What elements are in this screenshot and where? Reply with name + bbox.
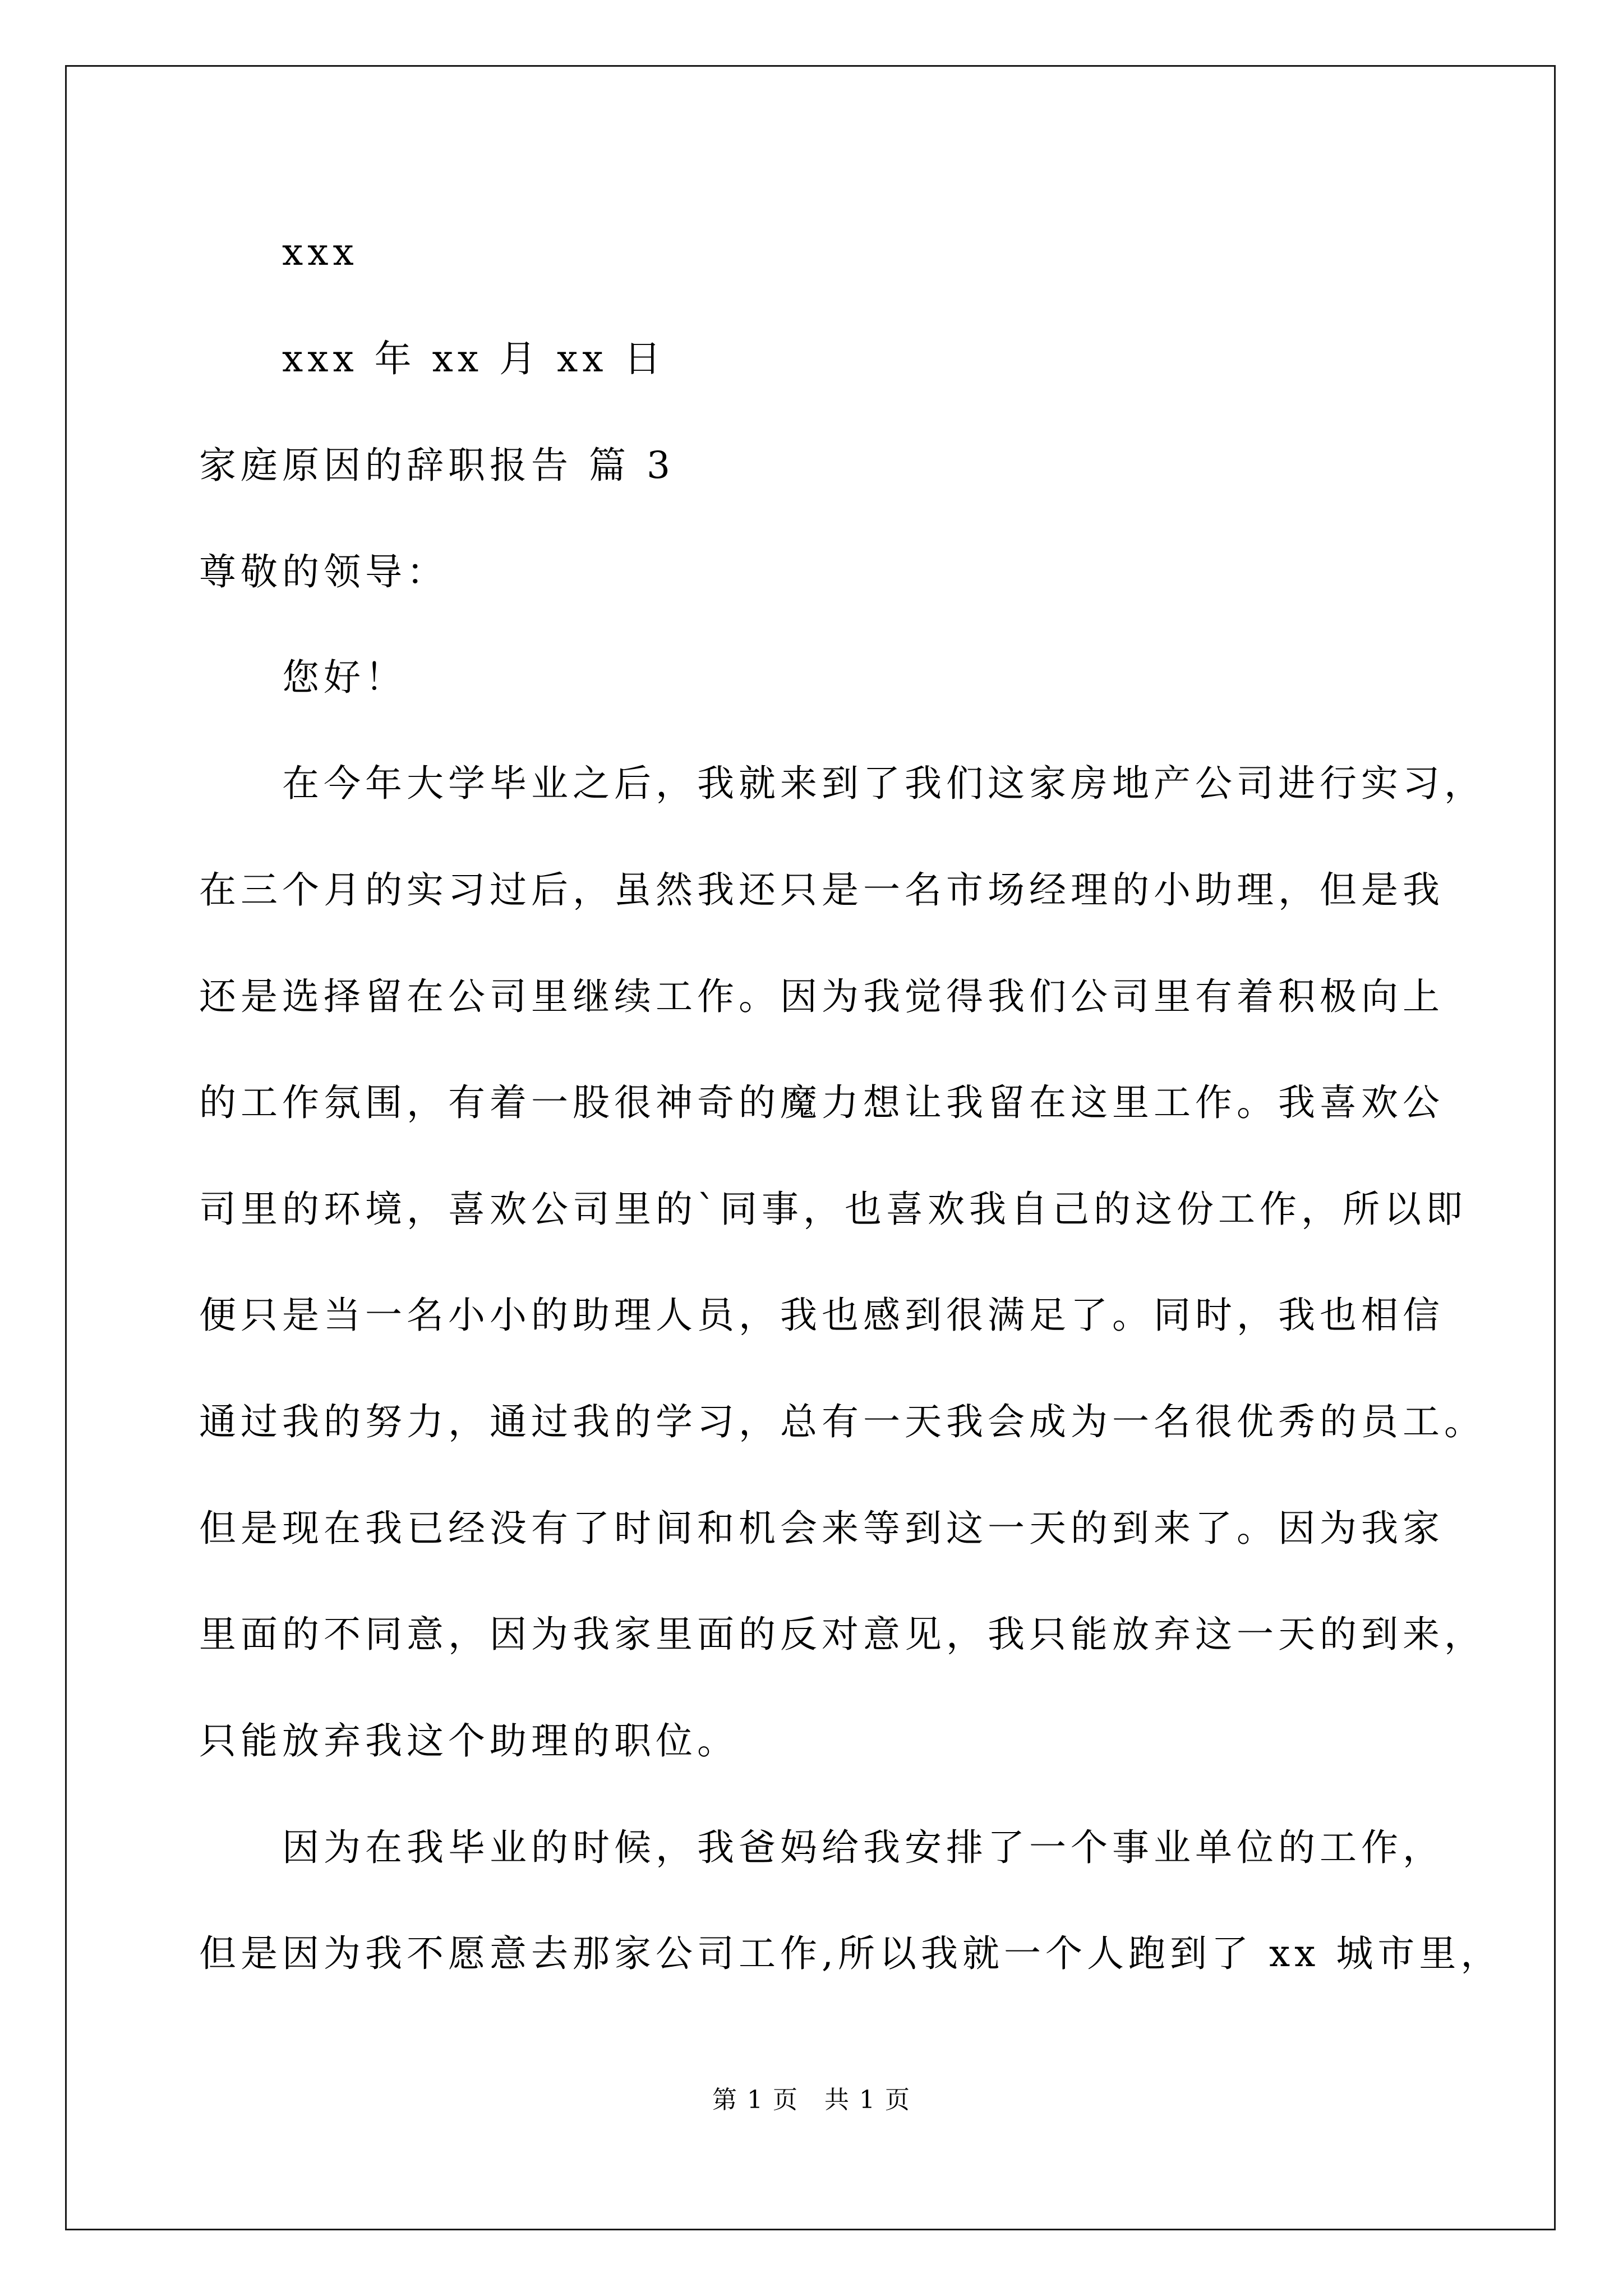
page-frame — [65, 65, 1556, 2230]
section-heading: 家庭原因的辞职报告 篇 3 — [199, 444, 675, 487]
body-line: 但是因为我不愿意去那家公司工作,所以我就一个人跑到了 xx 城市里， — [199, 1932, 1502, 1975]
body-line: 便只是当一名小小的助理人员，我也感到很满足了。同时，我也相信 — [199, 1294, 1444, 1337]
greeting: 您好！ — [282, 656, 407, 699]
salutation: 尊敬的领导： — [199, 550, 448, 593]
body-line: 还是选择留在公司里继续工作。因为我觉得我们公司里有着积极向上 — [199, 975, 1444, 1018]
body-line: 的工作氛围，有着一股很神奇的魔力想让我留在这里工作。我喜欢公 — [199, 1081, 1444, 1124]
body-line: 只能放弃我这个助理的职位。 — [199, 1719, 739, 1763]
signature-date: xxx 年 xx 月 xx 日 — [282, 337, 666, 380]
body-line: 里面的不同意，因为我家里面的反对意见，我只能放弃这一天的到来， — [199, 1613, 1486, 1656]
body-line: 在三个月的实习过后，虽然我还只是一名市场经理的小助理，但是我 — [199, 868, 1444, 912]
body-line: 司里的环境，喜欢公司里的`同事，也喜欢我自己的这份工作，所以即 — [199, 1188, 1467, 1231]
signature-name: xxx — [282, 231, 358, 274]
body-line: 通过我的努力，通过我的学习，总有一天我会成为一名很优秀的员工。 — [199, 1400, 1486, 1443]
page-number-footer: 第 1 页 共 1 页 — [712, 2086, 911, 2114]
body-line: 在今年大学毕业之后，我就来到了我们这家房地产公司进行实习， — [282, 762, 1486, 805]
body-line: 但是现在我已经没有了时间和机会来等到这一天的到来了。因为我家 — [199, 1507, 1444, 1550]
body-line: 因为在我毕业的时候，我爸妈给我安排了一个事业单位的工作， — [282, 1826, 1444, 1869]
